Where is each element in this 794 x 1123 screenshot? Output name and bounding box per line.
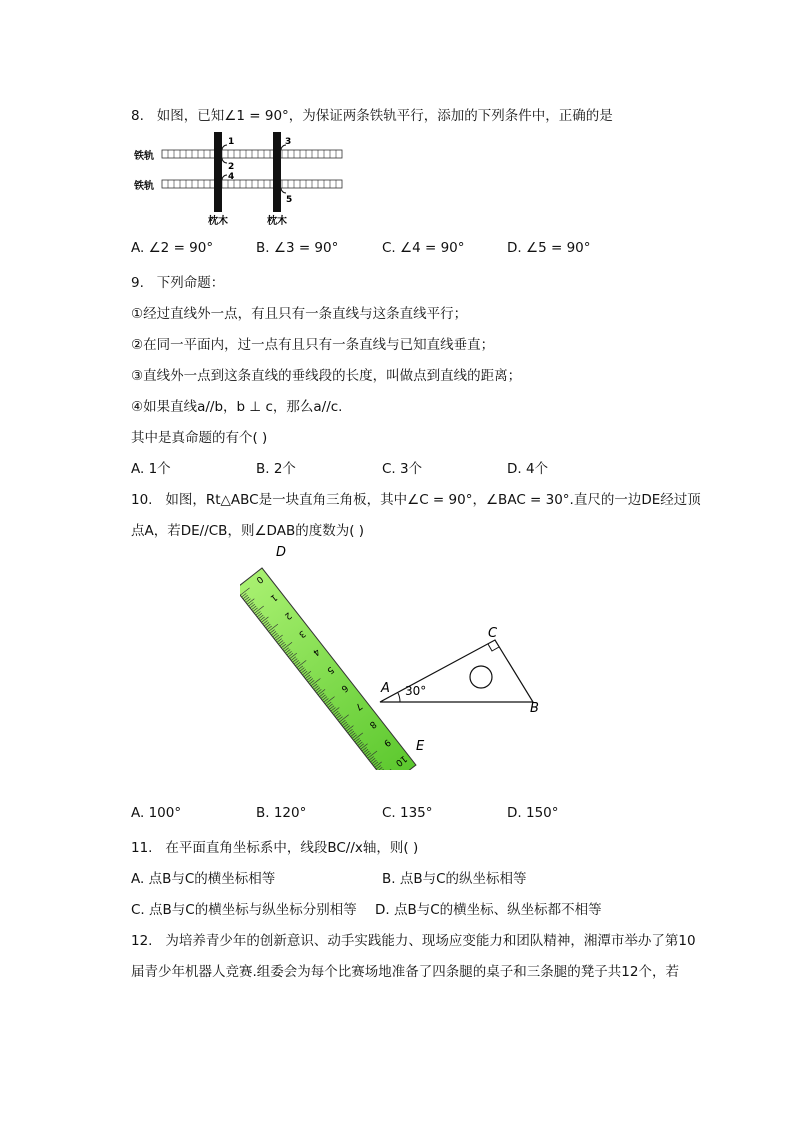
q10-option-b[interactable]: B. 120° <box>256 805 307 821</box>
angle-label-4: 4 <box>228 172 235 182</box>
q9-option-c[interactable]: C. 3个 <box>382 461 423 477</box>
triangle-abc <box>380 640 533 702</box>
ruler-number: 10 <box>393 752 409 768</box>
q9-statement-2: ②在同一平面内，过一点有且只有一条直线与已知直线垂直； <box>131 337 495 353</box>
label-d: D <box>276 545 287 560</box>
ruler-number: 6 <box>338 682 350 694</box>
angle-label-5: 5 <box>286 195 293 205</box>
ruler-number: 7 <box>353 700 364 712</box>
q12-stem-line1 <box>131 929 696 949</box>
ruler-number: 9 <box>381 736 392 748</box>
q11-stem-text: 在平面直角坐标系中，线段BC//x轴，则( ) <box>165 840 419 856</box>
q9-statement-1: ①经过直线外一点，有且只有一条直线与这条直线平行； <box>131 306 468 322</box>
q8-option-d[interactable]: D. ∠5 = 90° <box>507 240 591 256</box>
q11-option-c[interactable]: C. 点B与C的横坐标与纵坐标分别相等 <box>131 902 357 918</box>
q11-option-b[interactable]: B. 点B与C的纵坐标相等 <box>382 871 527 887</box>
q9-stem <box>131 271 224 291</box>
q10-option-c[interactable]: C. 135° <box>382 805 433 821</box>
q8-number: 8. <box>131 108 144 124</box>
q9-statement-4: ④如果直线a//b，b ⊥ c，那么a//c. <box>131 399 343 415</box>
angle-30-label: 30° <box>405 684 427 698</box>
angle-label-2: 2 <box>228 162 235 172</box>
q9-statement-3: ③直线外一点到这条直线的垂线段的长度，叫做点到直线的距离； <box>131 368 522 384</box>
label-e: E <box>416 739 425 754</box>
label-c: C <box>488 626 498 641</box>
ruler-number: 0 <box>253 573 265 585</box>
q12-stem-line2: 届青少年机器人竞赛.组委会为每个比赛场地准备了四条腿的桌子和三条腿的凳子共12个，若 <box>131 964 679 980</box>
q10-option-d[interactable]: D. 150° <box>507 805 559 821</box>
q10-stem-text-1: 如图，Rt△ABC是一块直角三角板，其中∠C = 90°，∠BAC = 30°.直尺的一边DE经过顶 <box>165 492 701 508</box>
ruler-number: 5 <box>324 663 336 676</box>
q11-option-a[interactable]: A. 点B与C的横坐标相等 <box>131 871 276 887</box>
label-b: B <box>530 701 539 716</box>
q8-option-a[interactable]: A. ∠2 = 90° <box>131 240 214 256</box>
ruler <box>240 568 416 770</box>
triangle-hole <box>470 666 492 688</box>
q10-stem-line1 <box>131 488 701 508</box>
q12-number: 12. <box>131 933 153 949</box>
sleeper-label-right: 枕木 <box>267 216 287 227</box>
q11-stem <box>131 836 418 856</box>
ruler-number: 1 <box>268 591 279 603</box>
ruler-number: 3 <box>296 627 308 640</box>
sleeper-right <box>273 132 281 212</box>
q11-option-d[interactable]: D. 点B与C的横坐标、纵坐标都不相等 <box>375 902 602 918</box>
q10-stem-line2: 点A，若DE//CB，则∠DAB的度数为( ) <box>131 523 365 539</box>
q9-number: 9. <box>131 275 144 291</box>
sleeper-label-left: 枕木 <box>208 216 228 227</box>
ruler-number: 4 <box>310 645 322 658</box>
q10-figure-ruler-triangle <box>240 540 560 770</box>
q8-option-c[interactable]: C. ∠4 = 90° <box>382 240 465 256</box>
ruler-number: 8 <box>367 718 378 730</box>
q9-option-a[interactable]: A. 1个 <box>131 461 171 477</box>
q9-question: 其中是真命题的有个( ) <box>131 430 268 446</box>
q11-number: 11. <box>131 840 153 856</box>
rail-label-bottom: 铁轨 <box>134 181 154 192</box>
angle-label-3: 3 <box>285 137 292 147</box>
q9-stem-text: 下列命题： <box>156 275 225 291</box>
q8-stem <box>131 104 613 124</box>
q10-option-a[interactable]: A. 100° <box>131 805 182 821</box>
ruler-number: 2 <box>282 609 293 622</box>
q9-option-b[interactable]: B. 2个 <box>256 461 296 477</box>
angle-label-1: 1 <box>228 137 235 147</box>
label-a: A <box>381 681 390 696</box>
q8-figure-railway <box>130 128 350 230</box>
rail-label-top: 铁轨 <box>134 151 154 162</box>
q9-option-d[interactable]: D. 4个 <box>507 461 549 477</box>
q10-number: 10. <box>131 492 153 508</box>
q12-text-1: 为培养青少年的创新意识、动手实践能力、现场应变能力和团队精神，湘潭市举办了第10 <box>165 933 696 949</box>
sleeper-left <box>214 132 222 212</box>
q8-option-b[interactable]: B. ∠3 = 90° <box>256 240 339 256</box>
q8-stem-text: 如图，已知∠1 = 90°，为保证两条铁轨平行，添加的下列条件中，正确的是 <box>156 108 613 124</box>
